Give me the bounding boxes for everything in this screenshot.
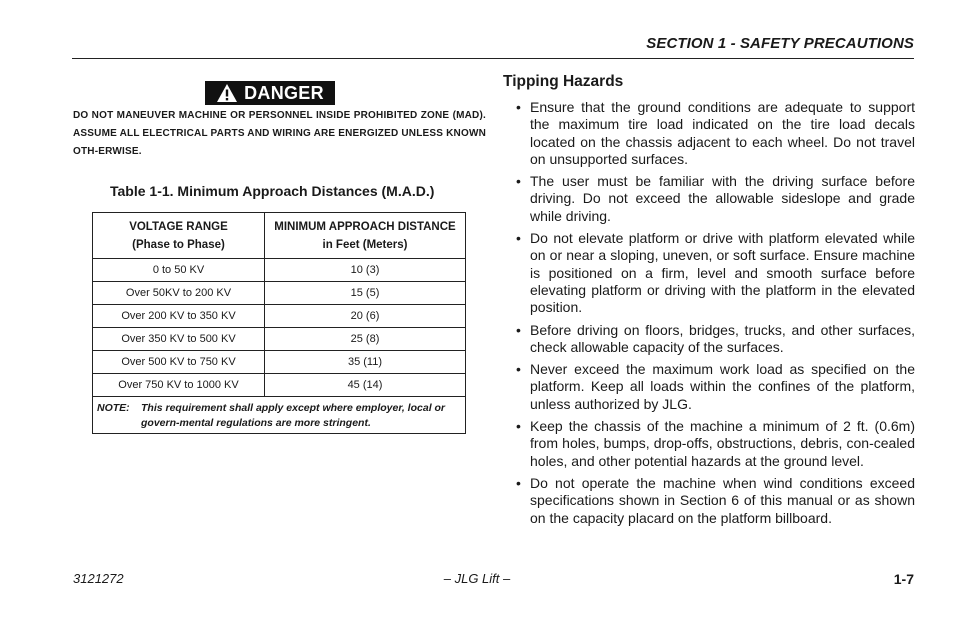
voltage-header: [93, 213, 265, 259]
voltage-cell: Over 200 KV to 350 KV: [93, 305, 265, 328]
list-item: [516, 230, 915, 316]
table-row: [93, 328, 466, 351]
list-item-text: Do not operate the machine when wind conditions exceed specifications shown in Section 6 of this manual or as shown on the capacity placard on the platform billboard.: [530, 474, 915, 526]
table-row: [93, 351, 466, 374]
table-note-cell: [93, 397, 466, 434]
distance-header: [265, 213, 466, 259]
voltage-header-line2: (Phase to Phase): [132, 238, 225, 251]
page-number: 1-7: [893, 571, 914, 587]
bullet-icon: •: [516, 418, 521, 435]
list-item: [516, 173, 915, 225]
voltage-cell: Over 50KV to 200 KV: [93, 282, 265, 305]
distance-cell: 25 (8): [265, 328, 466, 351]
table-row: [93, 259, 466, 282]
table-row: [93, 305, 466, 328]
distance-cell: 20 (6): [265, 305, 466, 328]
table-note-row: [93, 397, 466, 434]
note-text: This requirement shall apply except where employer, local or govern-mental regulations are more stringent.: [141, 402, 446, 429]
bullet-icon: •: [516, 321, 521, 338]
distance-header-line2: in Feet (Meters): [322, 238, 408, 251]
table-header-row: [93, 213, 466, 259]
danger-label: [205, 81, 335, 105]
list-item: [516, 475, 915, 527]
table-row: [93, 282, 466, 305]
bullet-icon: •: [516, 99, 521, 115]
note-label: NOTE:: [97, 402, 130, 414]
voltage-cell: Over 350 KV to 500 KV: [93, 328, 265, 351]
header-rule: [72, 58, 914, 59]
danger-text: DO NOT MANEUVER MACHINE OR PERSONNEL INSIDE PROHIBITED ZONE (MAD). ASSUME ALL ELECTRICAL PARTS AND WIRING ARE ENERGIZED UNLESS KNOWN OTH-ERWISE.: [73, 110, 487, 157]
distance-cell: 35 (11): [265, 351, 466, 374]
bullet-icon: •: [516, 474, 521, 491]
voltage-cell: 0 to 50 KV: [93, 259, 265, 282]
distance-cell: 45 (14): [265, 374, 466, 397]
bullet-icon: •: [516, 361, 521, 378]
warning-triangle-icon: [216, 83, 238, 103]
bullet-icon: •: [516, 173, 521, 190]
footer-center: – JLG Lift –: [443, 571, 511, 586]
tipping-hazards-heading: Tipping Hazards: [503, 73, 624, 90]
list-item: [516, 418, 915, 470]
footer-doc-number: 3121272: [73, 571, 124, 586]
list-item: [516, 99, 915, 168]
list-item-text: The user must be familiar with the driving surface before driving. Do not exceed the allowable sideslope and grade while driving.: [530, 173, 915, 224]
tipping-hazards-list: [516, 99, 915, 532]
list-item: [516, 322, 915, 357]
list-item-text: Never exceed the maximum work load as specified on the platform. Keep all loads within the confines of the platform, unless authorized by JLG.: [530, 361, 915, 412]
bullet-icon: •: [516, 230, 521, 247]
list-item-text: Do not elevate platform or drive with platform elevated while on or near a sloping, uneven, or soft surface. Ensure machine is positioned on a firm, level and smooth surface before elevating platform or driving with the platform in the elevated position.: [530, 230, 915, 316]
table-caption: Table 1-1. Minimum Approach Distances (M.A.D.): [110, 183, 435, 199]
distance-cell: 15 (5): [265, 282, 466, 305]
list-item-text: Ensure that the ground conditions are adequate to support the maximum tire load indicated on the tire load decals located on the chassis adjacent to each wheel. Do not travel on unsupported surfaces.: [530, 99, 915, 167]
voltage-header-line1: VOLTAGE RANGE: [129, 220, 228, 233]
distance-header-line1: MINIMUM APPROACH DISTANCE: [274, 220, 456, 233]
voltage-cell: Over 750 KV to 1000 KV: [93, 374, 265, 397]
distance-cell: 10 (3): [265, 259, 466, 282]
list-item-text: Keep the chassis of the machine a minimum of 2 ft. (0.6m) from holes, bumps, drop-offs, obstructions, debris, con-cealed holes, and other potential hazards at the ground level.: [530, 418, 915, 469]
list-item: [516, 361, 915, 413]
danger-word: DANGER: [244, 82, 324, 103]
voltage-cell: Over 500 KV to 750 KV: [93, 351, 265, 374]
table-row: [93, 374, 466, 397]
list-item-text: Before driving on floors, bridges, trucks, and other surfaces, check allowable capacity of the surfaces.: [530, 321, 915, 355]
section-header: SECTION 1 - SAFETY PRECAUTIONS: [646, 35, 914, 52]
mad-table: [92, 212, 466, 434]
